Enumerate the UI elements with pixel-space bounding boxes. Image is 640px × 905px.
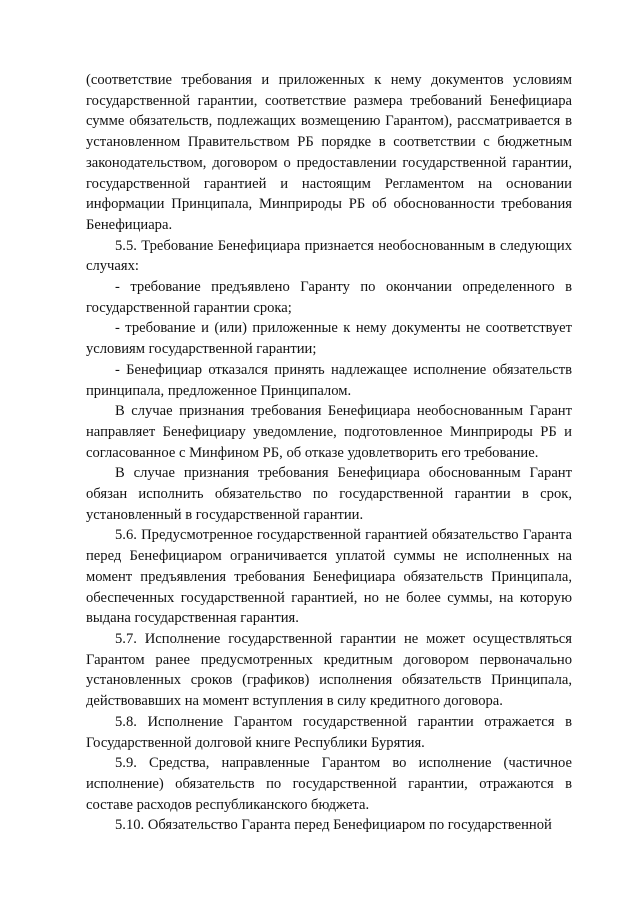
- list-item-documents: - требование и (или) приложенные к нему документы не соответствует условиям государственной гарантии;: [86, 320, 572, 358]
- paragraph-continuation: (соответствие требования и приложенных к нему документов условиям государственной гарантии, соответствие размера требований Бенефициара сумме обязательств, подлежащих возмещению Гарантом), рассматривается в установленном Правительством РБ порядке в соответствии с бюджетным законодательством, договором о предоставлении государственной гарантии, государственной гарантией и настоящим Регламентом на основании информации Принципала, Минприроды РБ об обоснованности требования Бенефициара.: [86, 72, 572, 233]
- paragraph-5-9: 5.9. Средства, направленные Гарантом во исполнение (частичное исполнение) обязательств по государственной гарантии, отражаются в составе расходов республиканского бюджета.: [86, 755, 572, 813]
- document-page: [86, 70, 572, 836]
- paragraph-founded: В случае признания требования Бенефициара обоснованным Гарант обязан исполнить обязательство по государственной гарантии в срок, установленный в государственной гарантии.: [86, 465, 572, 523]
- list-item-deadline: - требование предъявлено Гаранту по окончании определенного в государственной гарантии срока;: [86, 279, 572, 316]
- paragraph-5-8: 5.8. Исполнение Гарантом государственной гарантии отражается в Государственной долговой книге Республики Бурятия.: [86, 713, 572, 751]
- paragraph-5-5: 5.5. Требование Бенефициара признается необоснованным в следующих случаях:: [86, 237, 572, 275]
- paragraph-5-6: 5.6. Предусмотренное государственной гарантией обязательство Гаранта перед Бенефициаром ограничивается уплатой суммы не исполненных на момент предъявления требования Бенефициара обязательств Принципала, обеспеченных государственной гарантией, но не более суммы, на которую выдана государственная гарантия.: [86, 527, 572, 627]
- paragraph-unfounded: В случае признания требования Бенефициара необоснованным Гарант направляет Бенефициару уведомление, подготовленное Минприроды РБ и согласованное с Минфином РБ, об отказе удовлетворить его требование.: [86, 403, 572, 461]
- paragraph-5-10: 5.10. Обязательство Гаранта перед Бенефициаром по государственной: [115, 817, 552, 834]
- paragraph-5-7: 5.7. Исполнение государственной гарантии не может осуществляться Гарантом ранее предусмотренных кредитным договором первоначально установленных сроков (графиков) исполнения обязательств Принципала, действовавших на момент вступления в силу кредитного договора.: [86, 630, 572, 710]
- list-item-refusal: - Бенефициар отказался принять надлежащее исполнение обязательств принципала, предложенное Принципалом.: [86, 361, 572, 399]
